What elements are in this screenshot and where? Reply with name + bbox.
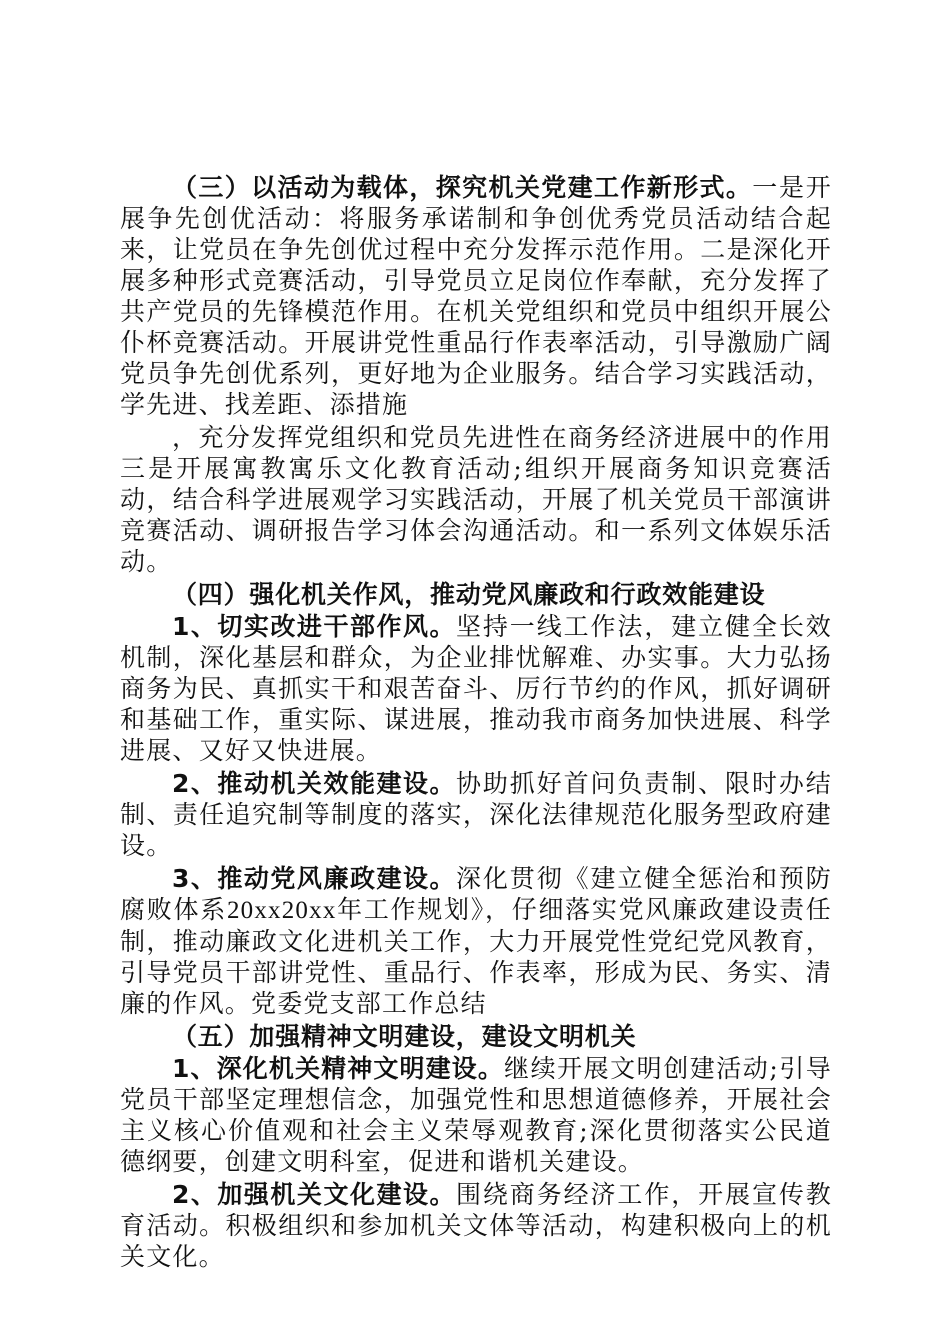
paragraph-activities-continued bbox=[120, 422, 832, 577]
paragraph-text: 一是开展争先创优活动：将服务承诺制和争创优秀党员活动结合起来，让党员在争先创优过程中充分发挥示范作用。二是深化开展多种形式竞赛活动，引导党员立足岗位作奉献，充分发挥了共产党员的先锋模范作用。在机关党组织和党员中组织开展公仆杯竞赛活动。开展讲党性重品行作表率活动，引导激励广阔党员争先创优系列，更好地为企业服务。结合学习实践活动，学先进、找差距、添措施 bbox=[120, 173, 832, 419]
section-heading-5 bbox=[120, 1021, 832, 1052]
document-body bbox=[120, 172, 832, 1274]
paragraph-cadre-style bbox=[120, 611, 832, 766]
section-heading-text: （四）强化机关作风，推动党风廉政和行政效能建设 bbox=[172, 580, 766, 609]
paragraph-heading: 1、深化机关精神文明建设。 bbox=[172, 1054, 505, 1083]
paragraph-heading: （三）以活动为载体，探究机关党建工作新形式。 bbox=[172, 173, 753, 202]
paragraph-text: 坚持一线工作法，建立健全长效机制，深化基层和群众，为企业排忧解难、办实事。大力弘扬商务为民、真抓实干和艰苦奋斗、厉行节约的作风，抓好调研和基础工作，重实际、谋进展，推动我市商务加快进展、科学进展、又好又快进展。 bbox=[120, 612, 832, 765]
paragraph-text: 继续开展文明创建活动;引导党员干部坚定理想信念，加强党性和思想道德修养，开展社会主义核心价值观和社会主义荣辱观教育;深化贯彻落实公民道德纲要，创建文明科室，促进和谐机关建设。 bbox=[120, 1054, 832, 1176]
paragraph-text: 年工作规划》，仔细落实党风廉政建设责任制，推动廉政文化进机关工作，大力开展党性党纪党风教育，引导党员干部讲党性、重品行、作表率，形成为民、务实、清廉的作风。党委党支部工作总结 bbox=[120, 895, 832, 1018]
paragraph-heading: 3、推动党风廉政建设。 bbox=[172, 864, 456, 893]
paragraph-spiritual-civilization bbox=[120, 1053, 832, 1177]
paragraph-text: ，充分发挥党组织和党员先进性在商务经济进展中的作用三是开展寓教寓乐文化教育活动;组织开展商务知识竞赛活动，结合科学进展观学习实践活动，开展了机关党员干部演讲竞赛活动、调研报告学习体会沟通活动。和一系列文体娱乐活动。 bbox=[120, 423, 832, 576]
paragraph-text: 协助抓好首问负责制、限时办结制、责任追究制等制度的落实，深化法律规范化服务型政府建设。 bbox=[120, 769, 832, 860]
paragraph-activities bbox=[120, 172, 832, 420]
section-heading-text: （五）加强精神文明建设，建设文明机关 bbox=[172, 1022, 637, 1051]
paragraph-efficiency bbox=[120, 768, 832, 861]
paragraph-heading: 1、切实改进干部作风。 bbox=[172, 612, 456, 641]
paragraph-culture bbox=[120, 1179, 832, 1272]
paragraph-heading: 2、推动机关效能建设。 bbox=[172, 769, 456, 798]
paragraph-text: 深化贯彻《建立健全惩治和预防腐败体系 bbox=[120, 864, 832, 924]
paragraph-integrity bbox=[120, 863, 832, 1019]
paragraph-text: 围绕商务经济工作，开展宣传教育活动。积极组织和参加机关文体等活动，构建积极向上的机关文化。 bbox=[120, 1180, 832, 1271]
section-heading-4 bbox=[120, 579, 832, 610]
paragraph-heading: 2、加强机关文化建设。 bbox=[172, 1180, 456, 1209]
plan-year-code: 20xx20xx bbox=[226, 897, 337, 924]
